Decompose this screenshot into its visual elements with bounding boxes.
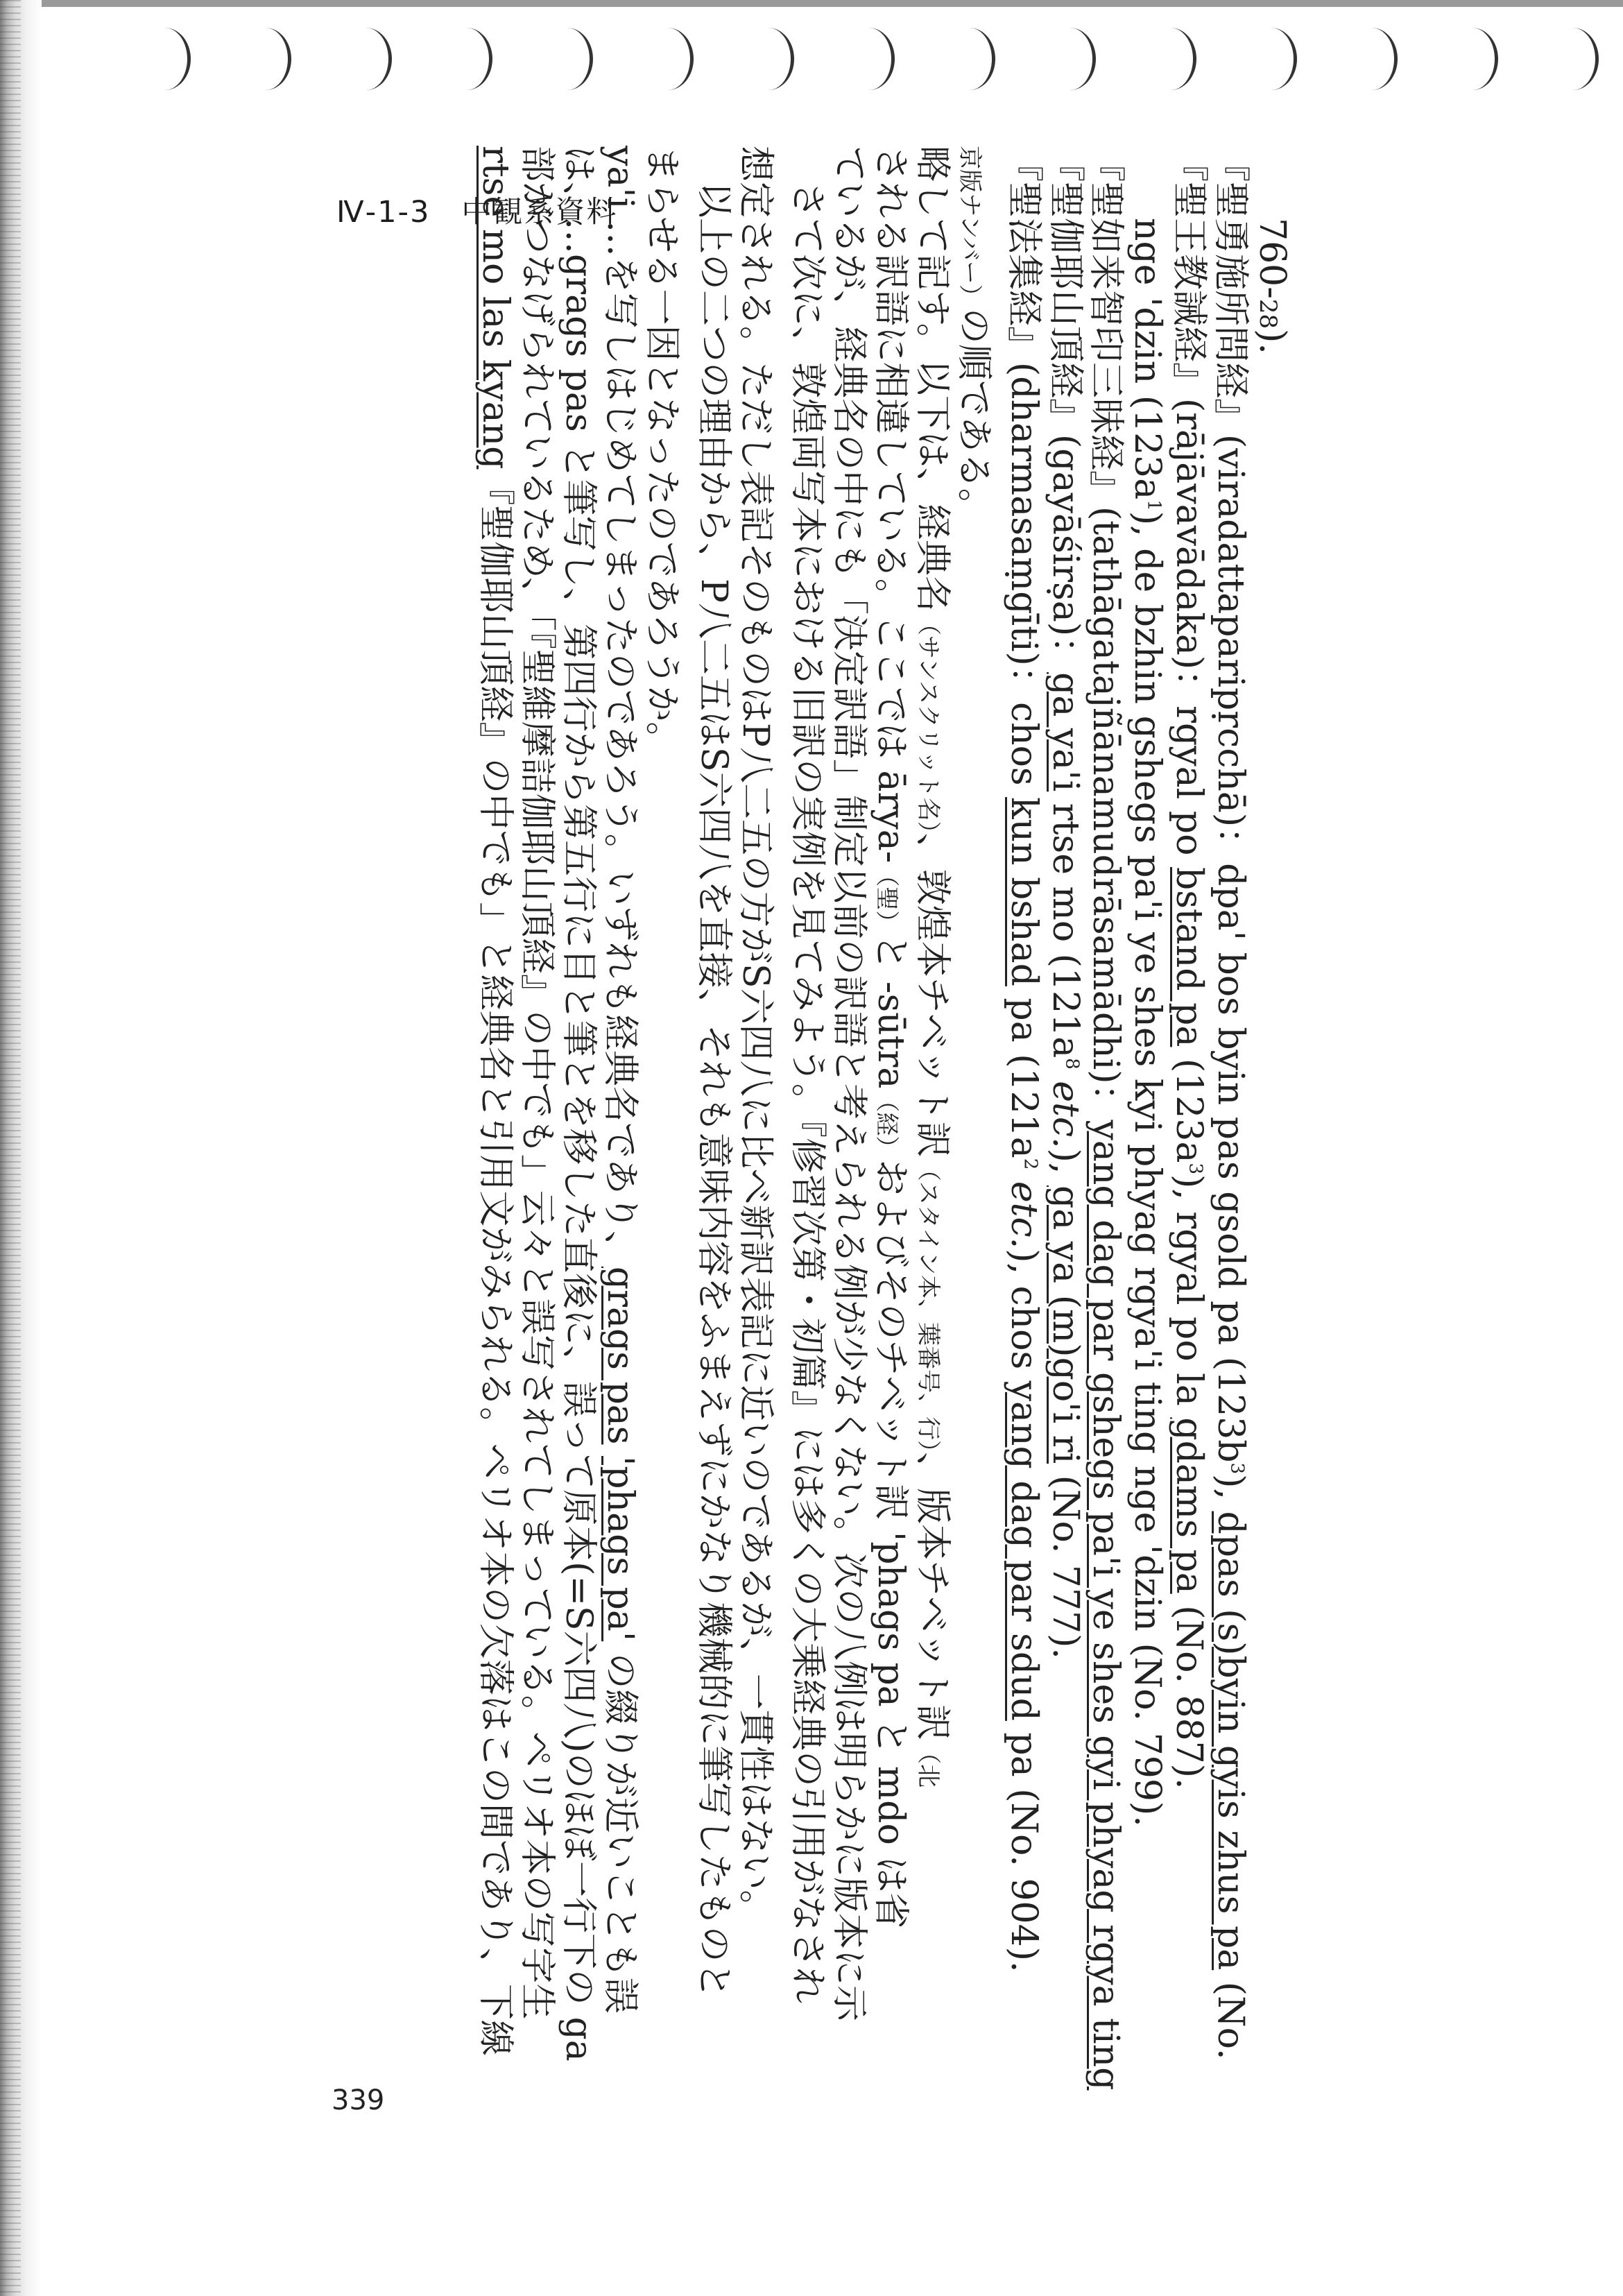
text-segment: 『聖如来智印三昧経』(tathāgatajñānamudrāsamādhi)： [1085, 146, 1126, 1120]
binding-ring [1547, 28, 1599, 90]
text-segment: （聖） [873, 863, 900, 934]
body-text [458, 146, 1293, 2254]
text-line [1126, 146, 1168, 1827]
text-segment: と -sūtra [870, 934, 911, 1089]
text-segment: まらせる一因となったのであろうか。 [641, 146, 682, 758]
text-segment: 『聖勇施所問経』(viradattaparipṛcchā)：dpa' bos byin pas gsold pa (123b [1210, 146, 1251, 1463]
binding-ring [1346, 28, 1398, 90]
text-segment: (No. [1210, 1970, 1251, 2060]
text-segment: 760- [1251, 146, 1293, 299]
underlined-text: yang dag par gshegs pa'i ye shes gyi phyag rgya ting [1085, 1120, 1126, 2091]
text-segment: 、敦煌本チベット訳 [911, 832, 953, 1158]
text-segment: nge 'dzin (123a [1126, 146, 1168, 500]
text-segment: etc. [1003, 1170, 1045, 1249]
text-segment: は、…grags pas と筆写し、第四行から第五行に目と筆とを移した直後に、誤って原本(=S六四八)のほぼ一行下の ga [558, 146, 599, 2062]
text-segment: およびそのチベット訳 'phags pa と mdo は省 [870, 1159, 911, 1929]
text-segment: される訳語に相違している。ここでは ārya- [870, 146, 911, 864]
text-segment: pa (No. 904). [1003, 1720, 1045, 1973]
text-line [735, 146, 776, 1926]
text-segment: 『聖伽耶山頂経』(gayāśirṣa)： [1045, 146, 1086, 673]
text-line [1251, 146, 1293, 354]
text-line [828, 146, 870, 2022]
text-segment: ), de bzhin gshegs pa'i ye shes kyi phyag rgya'i ting nge 'dzin (No. 799). [1126, 511, 1168, 1827]
text-segment: 京版ナンバー） [956, 146, 984, 308]
binding-ring [541, 28, 593, 90]
binding-rings [125, 19, 1623, 103]
text-segment: 1 [1143, 499, 1165, 511]
binding-ring [1245, 28, 1297, 90]
underlined-text: kun bshad [1003, 797, 1045, 986]
text-segment: ), [1045, 1148, 1086, 1185]
underlined-text: grags pas [599, 1266, 641, 1445]
text-segment: 略して記す。以下は、経典名 [911, 146, 953, 612]
text-segment: 『聖法集経』(dharmasaṃgīti)：chos [1003, 146, 1045, 798]
underlined-text: ga ya (m)go'i ri [1045, 1185, 1086, 1464]
text-segment: さて次に、敦煌両写本における旧訳の実例を見てみよう。『修習次第・初篇』には多くの大乗経典の引用がなされ [787, 146, 828, 2004]
text-segment: (123a [1168, 1047, 1210, 1163]
text-segment: 『聖王教誡経』(rājāvavādaka)：rgyal po [1168, 146, 1210, 867]
underlined-text: bstand pa [1168, 866, 1210, 1047]
text-line [1003, 146, 1045, 1973]
binding-ring [843, 28, 895, 90]
text-segment: ). [1251, 329, 1293, 354]
text-segment: 想定される。ただし表記そのものはP八二五の方がS六四八に比べ新訳表記に近いのであるが、一貫性はない。 [735, 146, 776, 1926]
text-segment: ya'i …を写しはじめてしまったのであろう。いずれも経典名であり、 [599, 146, 641, 1267]
text-segment: （スタイン本、葉番号、行） [914, 1157, 942, 1453]
text-segment: pa (121a [1003, 986, 1045, 1158]
text-line [870, 146, 911, 1929]
text-segment: の順である。 [953, 307, 995, 524]
text-segment: 8 [1061, 1058, 1083, 1070]
binding-ring [742, 28, 794, 90]
text-segment: （経） [873, 1088, 900, 1160]
text-line [693, 146, 735, 1998]
text-segment: ), chos [1003, 1249, 1045, 1381]
text-segment: rtse mo (121a [1045, 791, 1086, 1059]
text-segment: ているが、経典名の中にも「決定訳語」制定以前の訳語と考えられる例が少なくない。次の八例は明らかに版本に示 [828, 146, 870, 2022]
underlined-text: rtse mo las kyang [474, 146, 516, 470]
text-line [1085, 146, 1126, 2091]
text-segment: etc. [1045, 1069, 1086, 1149]
text-line [1045, 146, 1086, 1659]
text-segment: の綴りが近いことも誤 [599, 1641, 641, 2014]
text-line [516, 146, 558, 2020]
underlined-text: gdams pa [1168, 1417, 1210, 1594]
page-number: 339 [332, 2084, 385, 2116]
text-segment: ), [1210, 1474, 1251, 1511]
underlined-text: 'phags pa' [599, 1456, 641, 1642]
text-line [558, 146, 599, 2062]
scan-binding-texture [0, 0, 21, 2296]
binding-ring [1144, 28, 1196, 90]
binding-ring [1446, 28, 1498, 90]
text-segment: 以上の二つの理由から、P八二五はS六四八を直接、それも意味内容をふまえずにかなり機械的に筆写したものと [693, 146, 735, 1998]
binding-ring [943, 28, 995, 90]
text-line [599, 146, 641, 2014]
binding-ring [340, 28, 392, 90]
running-head: Ⅳ-1-3 中観系資料 [336, 195, 618, 230]
text-segment: 部がつなげられているため、「『聖維摩詰伽耶山頂経』の中でも」云々と誤写されてしまっている。ペリオ本の写字生 [516, 146, 558, 2020]
text-segment: (No. 777). [1045, 1464, 1086, 1659]
text-segment: 2 [1020, 1158, 1041, 1170]
text-segment: 『聖伽耶山頂経』の中でも」と経典名と引用文がみられる。ペリオ本の欠落はこの間であり、下線 [474, 469, 516, 2056]
text-line [641, 146, 682, 758]
underlined-text: yang dag par sdud [1003, 1380, 1045, 1721]
text-segment: (No. 887). [1168, 1593, 1210, 1790]
text-segment: 3 [1226, 1462, 1248, 1475]
text-segment: （サンスクリット名） [914, 611, 942, 833]
text-line [787, 146, 828, 2004]
underlined-text: dpas (s)byin gyis zhus pa [1210, 1511, 1251, 1971]
text-segment [599, 1444, 641, 1456]
text-segment: 3 [1185, 1163, 1206, 1175]
text-segment: 28 [1254, 298, 1282, 329]
text-line [474, 146, 516, 2056]
binding-ring [239, 28, 291, 90]
text-segment: （北 [914, 1740, 942, 1788]
text-segment: 、版本チベット訳 [911, 1452, 953, 1741]
scan-top-edge [0, 0, 1623, 7]
text-line [1168, 146, 1210, 1790]
binding-ring [1044, 28, 1096, 90]
text-line [953, 146, 995, 524]
binding-ring [139, 28, 191, 90]
underlined-text: ga ya'i [1045, 672, 1086, 792]
binding-ring [642, 28, 694, 90]
text-line [1210, 146, 1251, 2060]
text-segment: ), rgyal po la [1168, 1174, 1210, 1418]
binding-ring [440, 28, 492, 90]
text-line [911, 146, 953, 1788]
